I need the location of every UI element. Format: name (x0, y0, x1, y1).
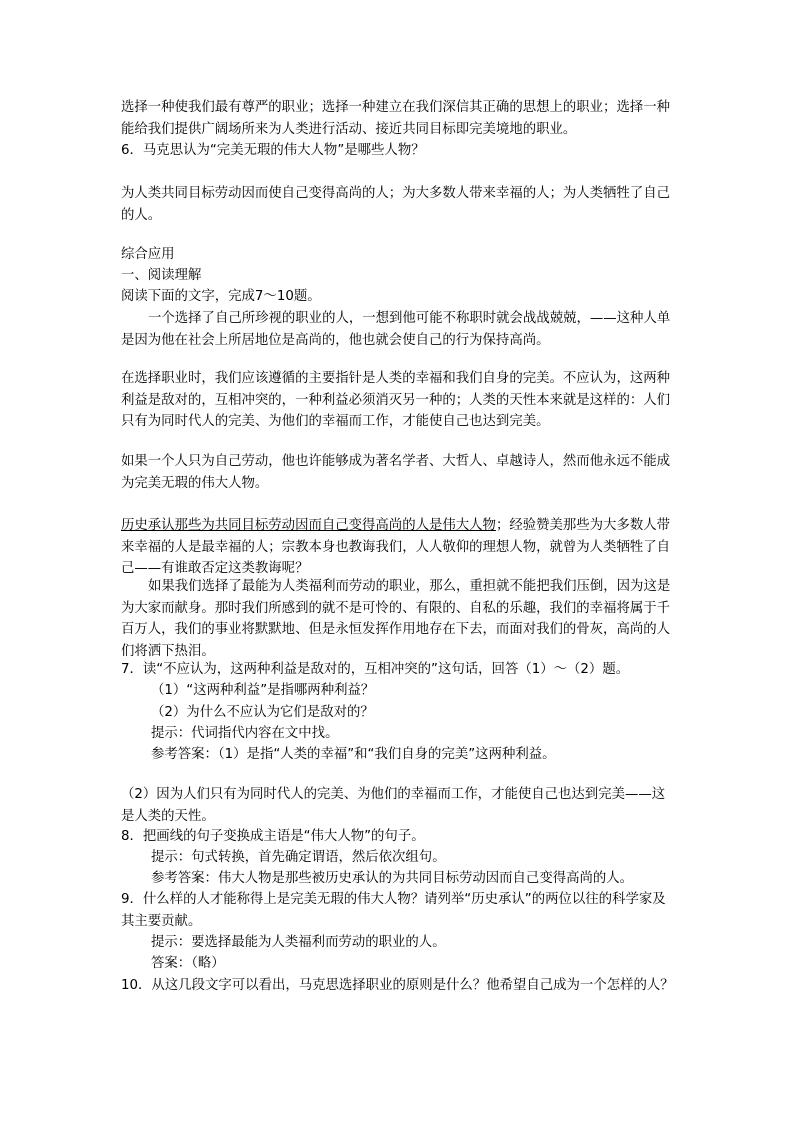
answer-6: 为人类共同目标劳动因而使自己变得高尚的人；为大多数人带来幸福的人；为人类牺牲了自己的人。 (121, 186, 671, 223)
reading-paragraph-4 (121, 515, 676, 580)
reading-paragraph-3: 如果一个人只为自己劳动，他也许能够成为著名学者、大哲人、卓越诗人，然而他永远不能成为完美无瑕的伟大人物。 (121, 454, 671, 491)
question-9-hint: 提示：要选择最能为人类福利而劳动的职业的人。 (151, 935, 446, 950)
question-8-answer: 参考答案：伟大人物是那些被历史承认的为共同目标劳动因而自己变得高尚的人。 (151, 871, 634, 886)
reading-paragraph-2: 在选择职业时，我们应该遵循的主要指针是人类的幸福和我们自身的完美。不应认为，这两种利益是敌对的，互相冲突的，一种利益必须消灭另一种的；人类的天性本来就是这样的：人们只有为同时代人的完美、为他们的幸福而工作，才能使自己也达到完美。 (121, 371, 671, 429)
paragraph-career-choice: 选择一种使我们最有尊严的职业；选择一种建立在我们深信其正确的思想上的职业；选择一种能给我们提供广阔场所来为人类进行活动、接近共同目标即完美境地的职业。 (121, 100, 671, 137)
reading-paragraph-4-rest: ；经验赞美那些为大多数人带来幸福的人是最幸福的人；宗教本身也教诲我们，人人敬仰的理想人物，就曾为人类牺牲了自己——有谁敢否定这类教诲呢？ (121, 518, 671, 576)
reading-paragraph-5: 如果我们选择了最能为人类福利而劳动的职业，那么，重担就不能把我们压倒，因为这是为大家而献身。那时我们所感到的就不是可怜的、有限的、自私的乐趣，我们的幸福将属于千百万人，我们的事业将默默地、但是永恒发挥作用地存在下去，而面对我们的骨灰，高尚的人们将洒下热泪。 (121, 579, 671, 659)
question-7-part-2: （2）为什么不应认为它们是敌对的？ (151, 705, 374, 720)
reading-paragraph-1: 一个选择了自己所珍视的职业的人，一想到他可能不称职时就会战战兢兢，——这种人单是因为他在社会上所居地位是高尚的，他也就会使自己的行为保持高尚。 (121, 311, 671, 348)
question-7: 7．读“不应认为，这两种利益是敌对的，互相冲突的”这句话，回答（1）～（2）题。 (121, 662, 630, 677)
section-title: 综合应用 (121, 247, 175, 262)
question-7-hint: 提示：代词指代内容在文中找。 (151, 726, 339, 741)
question-7-answer: 参考答案：（1）是指“人类的幸福”和“我们自身的完美”这两种利益。 (151, 747, 556, 762)
question-8-hint: 提示：句式转换，首先确定谓语，然后依次组句。 (151, 850, 446, 865)
question-9-answer: 答案：（略） (151, 956, 225, 971)
reading-instruction: 阅读下面的文字，完成7～10题。 (121, 289, 321, 304)
question-10: 10．从这几段文字可以看出，马克思选择职业的原则是什么？他希望自己成为一个怎样的人？ (121, 978, 674, 993)
question-7-part-1: （1）“这两种利益”是指哪两种利益？ (151, 683, 375, 698)
subsection-title: 一、阅读理解 (121, 268, 202, 283)
question-8: 8．把画线的句子变换成主语是“伟大人物”的句子。 (121, 829, 425, 844)
underlined-sentence: 历史承认那些为共同目标劳动因而自己变得高尚的人是伟大人物 (121, 518, 496, 533)
question-9: 9．什么样的人才能称得上是完美无瑕的伟大人物？请列举“历史承认”的两位以往的科学家及其主要贡献。 (121, 892, 666, 929)
question-6: 6．马克思认为“完美无瑕的伟大人物”是哪些人物？ (121, 143, 425, 158)
question-7-answer-2: （2）因为人们只有为同时代人的完美、为他们的幸福而工作，才能使自己也达到完美——这是人类的天性。 (121, 787, 666, 824)
